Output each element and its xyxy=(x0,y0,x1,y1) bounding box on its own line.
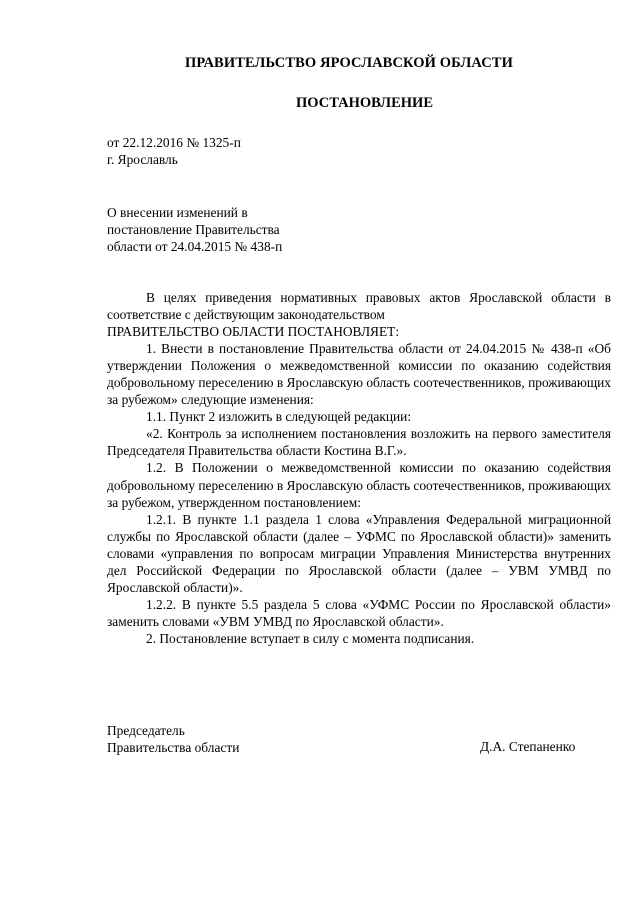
document-type: ПОСТАНОВЛЕНИЕ xyxy=(296,95,434,111)
paragraph-1-2: 1.2. В Положении о межведомственной комиссии по оказанию содействия добровольному переселению в Ярославскую область соотечественников, проживающих за рубежом, утвержденном постановлением: xyxy=(107,460,611,510)
subject-line-2: постановление Правительства xyxy=(107,222,280,237)
date-number: от 22.12.2016 № 1325-п xyxy=(107,135,241,150)
signature-block xyxy=(107,722,239,756)
paragraph-1: 1. Внести в постановление Правительства области от 24.04.2015 № 438-п «Об утверждении Положения о межведомственной комиссии по оказанию содействия добровольному переселению в Ярославскую область соотечественников, проживающих за рубежом» следующие изменения: xyxy=(107,341,611,408)
subject-line-1: О внесении изменений в xyxy=(107,205,248,220)
paragraph-2: 2. Постановление вступает в силу с момента подписания. xyxy=(146,630,475,646)
document-subject xyxy=(107,204,282,255)
organization-title: ПРАВИТЕЛЬСТВО ЯРОСЛАВСКОЙ ОБЛАСТИ xyxy=(185,55,513,71)
signer-name: Д.А. Степаненко xyxy=(480,739,576,754)
document-body xyxy=(107,289,611,647)
signer-position-line-1: Председатель xyxy=(107,723,185,738)
subject-line-3: области от 24.04.2015 № 438-п xyxy=(107,239,283,254)
paragraph-1-2-1: 1.2.1. В пункте 1.1 раздела 1 слова «Управления Федеральной миграционной службы по Ярославской области (далее – УФМС по Ярославской области)» заменить словами «управления по вопросам миграции Управления Министерства внутренних дел Российской Федерации по Ярославской области (далее – УВМ УМВД по Ярославской области)». xyxy=(107,511,611,595)
preamble: В целях приведения нормативных правовых актов Ярославской области в соответствие с действующим законодательством xyxy=(107,290,611,323)
signer-position-line-2: Правительства области xyxy=(107,740,240,755)
paragraph-1-1-text: «2. Контроль за исполнением постановления возложить на первого заместителя Председателя Правительства области Костина В.Г.». xyxy=(107,426,611,459)
resolves-statement: ПРАВИТЕЛЬСТВО ОБЛАСТИ ПОСТАНОВЛЯЕТ: xyxy=(107,324,400,340)
paragraph-1-1: 1.1. Пункт 2 изложить в следующей редакции: xyxy=(146,409,412,425)
document-meta xyxy=(107,134,241,168)
paragraph-1-2-2: 1.2.2. В пункте 5.5 раздела 5 слова «УФМС России по Ярославской области» заменить словами «УВМ УМВД по Ярославской области». xyxy=(107,596,611,629)
city: г. Ярославль xyxy=(107,152,178,167)
